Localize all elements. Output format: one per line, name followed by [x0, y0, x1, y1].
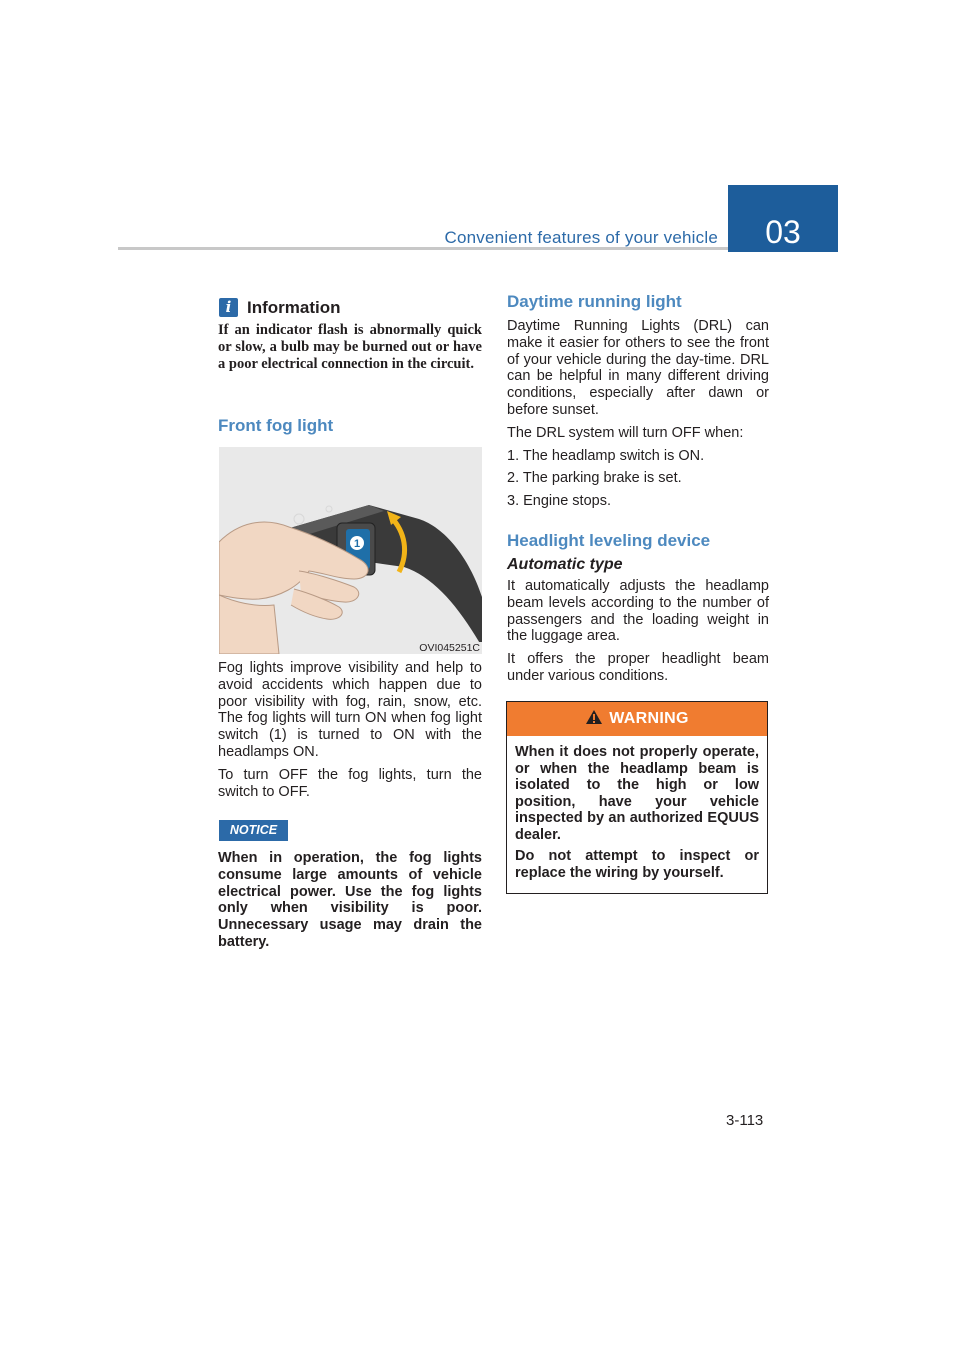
warning-header	[507, 702, 767, 736]
steering-lever-illustration	[219, 447, 482, 654]
notice-badge: NOTICE	[219, 820, 288, 841]
drl-heading: Daytime running light	[507, 292, 682, 311]
leveling-description	[507, 578, 769, 691]
chapter-tab: 03	[728, 185, 838, 252]
header-divider	[118, 247, 728, 250]
warning-para-1: When it does not properly operate, or when the headlamp beam is isolated to the high or low position, have your vehicle inspected by an authorized EQUUS dealer.	[515, 744, 759, 843]
drl-para-1: Daytime Running Lights (DRL) can make it easier for others to see the front of your vehicle during the day-time. DRL can be helpful in many different driving conditions, especially after dawn or before sunset.	[507, 318, 769, 418]
figure-code: OVI045251C	[419, 642, 480, 654]
information-body: If an indicator flash is abnormally quick or slow, a bulb may be burned out or have a poor electrical connection in the circuit.	[218, 322, 482, 372]
front-fog-para-1: Fog lights improve visibility and help to avoid accidents which happen due to poor visibility with fog, rain, snow, etc. The fog lights will turn ON when fog light switch (1) is turned to ON with the headlamps ON.	[218, 660, 482, 760]
drl-list-item: 2. The parking brake is set.	[507, 470, 682, 487]
warning-body	[515, 744, 759, 886]
warning-para-2: Do not attempt to inspect or replace the wiring by yourself.	[515, 848, 759, 881]
information-title: Information	[247, 298, 341, 317]
front-fog-para-2: To turn OFF the fog lights, turn the switch to OFF.	[218, 766, 482, 800]
warning-label	[507, 702, 767, 736]
warning-title: WARNING	[609, 710, 689, 727]
callout-number: 1	[353, 538, 361, 550]
section-title: Convenient features of your vehicle	[444, 228, 718, 247]
notice-text: When in operation, the fog lights consume large amounts of vehicle electrical power. Use the fog lights only when visibility is poor. Unnecessary usage may drain the battery.	[218, 850, 482, 950]
fog-light-switch-figure	[219, 447, 482, 654]
leveling-para-1: It automatically adjusts the headlamp beam levels according to the number of passengers and the loading weight in the luggage area.	[507, 578, 769, 645]
warning-box	[506, 701, 768, 894]
leveling-heading: Headlight leveling device	[507, 531, 711, 550]
leveling-para-2: It offers the proper headlight beam under various conditions.	[507, 651, 769, 684]
front-fog-heading: Front fog light	[218, 416, 334, 435]
page-number: 3-113	[726, 1112, 764, 1129]
drl-list-item: 3. Engine stops.	[507, 493, 611, 510]
drl-description	[507, 318, 769, 516]
information-icon: i	[219, 298, 238, 317]
drl-list-item: 1. The headlamp switch is ON.	[507, 447, 705, 464]
drl-para-2: The DRL system will turn OFF when:	[507, 424, 744, 441]
front-fog-description	[218, 660, 482, 806]
leveling-subheading: Automatic type	[507, 556, 623, 573]
warning-triangle-icon	[585, 709, 603, 725]
